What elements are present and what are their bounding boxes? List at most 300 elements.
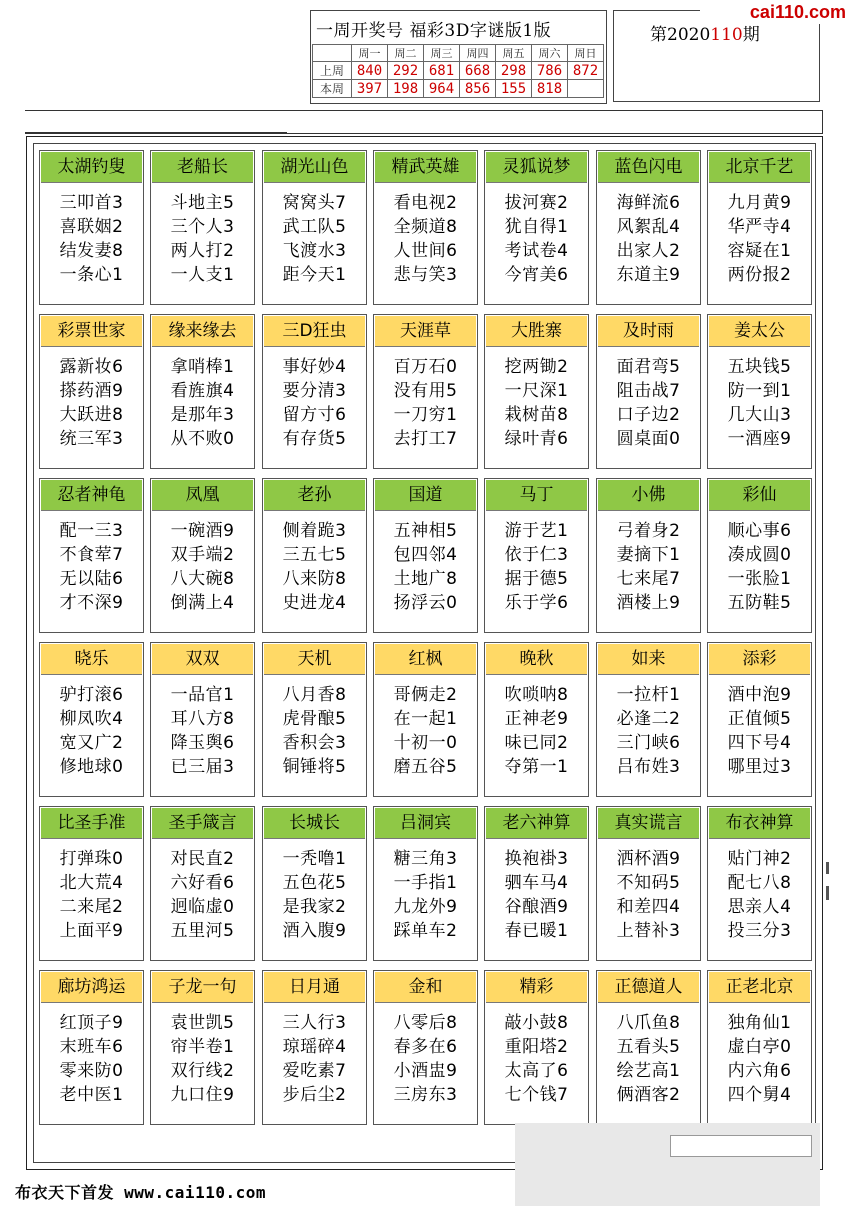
card-author: 老孙 [264,480,365,511]
riddle-line: 步后尘2 [282,1085,347,1105]
riddle-line: 上面平9 [59,921,124,941]
riddle-card [484,478,589,633]
riddle-line: 防一到1 [727,381,792,401]
riddle-line: 配七八8 [727,873,792,893]
riddle-line: 结发妻8 [59,241,124,261]
riddle-line: 双手端2 [170,545,235,565]
riddle-card [484,314,589,469]
riddle-line: 四下号4 [727,733,792,753]
riddle-card [707,150,812,305]
riddle-line: 修地球0 [59,757,124,777]
card-author: 灵狐说梦 [486,152,587,183]
card-author: 圣手箴言 [152,808,253,839]
riddle-line: 看电视2 [393,193,458,213]
row-label: 上周 [313,62,352,80]
card-riddles [40,683,143,779]
riddle-line: 酒入腹9 [282,921,347,941]
riddle-line: 搽药酒9 [59,381,124,401]
riddle-line: 容疑在1 [727,241,792,261]
riddle-line: 圆桌面0 [616,429,681,449]
card-author: 日月通 [264,972,365,1003]
riddle-line: 正神老9 [504,709,569,729]
riddle-line: 思亲人4 [727,897,792,917]
card-riddles [374,519,477,615]
riddle-line: 斗地主5 [170,193,235,213]
card-riddles [151,847,254,943]
draw-number: 298 [496,62,532,80]
riddle-line: 侧着跪3 [282,521,347,541]
riddle-line: 五里河5 [170,921,235,941]
draw-number [568,80,604,98]
card-author: 晓乐 [41,644,142,675]
riddle-card [262,642,367,797]
draw-number: 198 [388,80,424,98]
draw-number: 964 [424,80,460,98]
card-riddles [485,519,588,615]
riddle-line: 三房东3 [393,1085,458,1105]
card-riddles [597,355,700,451]
riddle-card [39,806,144,961]
riddle-line: 事好妙4 [282,357,347,377]
riddle-line: 今宵美6 [504,265,569,285]
riddle-line: 倒满上4 [170,593,235,613]
riddle-card [484,970,589,1125]
riddle-line: 铜锤将5 [282,757,347,777]
riddle-line: 看旌旗4 [170,381,235,401]
riddle-line: 顺心事6 [727,521,792,541]
riddle-line: 一张脸1 [727,569,792,589]
card-author: 双双 [152,644,253,675]
riddle-line: 留方寸6 [282,405,347,425]
card-riddles [485,683,588,779]
riddle-line: 五色花5 [282,873,347,893]
riddle-line: 五看头5 [616,1037,681,1057]
riddle-line: 降玉舆6 [170,733,235,753]
riddle-line: 七个钱7 [504,1085,569,1105]
riddle-card [373,478,478,633]
card-author: 廊坊鸿运 [41,972,142,1003]
riddle-card [707,314,812,469]
riddle-line: 百万石0 [393,357,458,377]
riddle-line: 帘半卷1 [170,1037,235,1057]
riddle-card [150,970,255,1125]
card-author: 三D狂虫 [264,316,365,347]
riddle-line: 独角仙1 [727,1013,792,1033]
riddle-line: 是那年3 [170,405,235,425]
riddle-line: 一碗酒9 [170,521,235,541]
issue-prefix: 第2020 [650,25,711,45]
riddle-card [39,478,144,633]
riddle-card [373,150,478,305]
riddle-line: 酒楼上9 [616,593,681,613]
riddle-line: 末班车6 [59,1037,124,1057]
riddle-line: 零来防0 [59,1061,124,1081]
riddle-line: 七来尾7 [616,569,681,589]
card-author: 晚秋 [486,644,587,675]
riddle-line: 凑成圆0 [727,545,792,565]
riddle-line: 武工队5 [282,217,347,237]
riddle-card [262,970,367,1125]
riddle-line: 五块钱5 [727,357,792,377]
riddle-card [150,478,255,633]
draw-number: 397 [352,80,388,98]
draw-number: 818 [532,80,568,98]
riddle-line: 驷车马4 [504,873,569,893]
riddle-line: 小酒盅9 [393,1061,458,1081]
riddle-line: 土地广8 [393,569,458,589]
card-author: 比圣手准 [41,808,142,839]
riddle-line: 上替补3 [616,921,681,941]
riddle-card [484,150,589,305]
card-author: 正老北京 [709,972,810,1003]
riddle-line: 内六角6 [727,1061,792,1081]
riddle-line: 一条心1 [59,265,124,285]
riddle-line: 三五七5 [282,545,347,565]
riddle-line: 八爪鱼8 [616,1013,681,1033]
riddle-card [39,150,144,305]
card-riddles [597,1011,700,1107]
table-row [313,62,604,80]
card-riddles [597,191,700,287]
riddle-line: 绘艺高1 [616,1061,681,1081]
riddle-line: 在一起1 [393,709,458,729]
riddle-line: 宽又广2 [59,733,124,753]
card-riddles [485,191,588,287]
card-author: 大胜寨 [486,316,587,347]
riddle-card [484,806,589,961]
riddle-line: 重阳塔2 [504,1037,569,1057]
riddle-line: 酒中泡9 [727,685,792,705]
riddle-line: 谷酿酒9 [504,897,569,917]
riddle-line: 琼瑶碎4 [282,1037,347,1057]
riddle-card [707,478,812,633]
divider-bar [25,110,823,134]
riddle-line: 一秃噜1 [282,849,347,869]
riddle-card [596,970,701,1125]
riddle-line: 八来防8 [282,569,347,589]
riddle-line: 两份报2 [727,265,792,285]
riddle-line: 俩酒客2 [616,1085,681,1105]
card-riddles [708,847,811,943]
draw-number: 155 [496,80,532,98]
day-header: 周三 [424,45,460,62]
table-row [313,80,604,98]
card-riddles [151,355,254,451]
card-author: 长城长 [264,808,365,839]
card-author: 精彩 [486,972,587,1003]
riddle-line: 敲小鼓8 [504,1013,569,1033]
riddle-line: 八月香8 [282,685,347,705]
card-riddles [374,847,477,943]
card-riddles [485,1011,588,1107]
riddle-line: 春已暖1 [504,921,569,941]
card-author: 红枫 [375,644,476,675]
card-author: 天涯草 [375,316,476,347]
riddle-line: 从不败0 [170,429,235,449]
riddle-card [150,806,255,961]
card-riddles [40,519,143,615]
riddle-line: 三人行3 [282,1013,347,1033]
riddle-line: 大跃进8 [59,405,124,425]
day-header: 周四 [460,45,496,62]
riddle-line: 窝窝头7 [282,193,347,213]
draw-number: 856 [460,80,496,98]
card-riddles [708,1011,811,1107]
riddle-line: 阻击战7 [616,381,681,401]
riddle-line: 有存货5 [282,429,347,449]
card-riddles [40,191,143,287]
riddle-card [596,642,701,797]
riddle-line: 人世间6 [393,241,458,261]
card-riddles [151,683,254,779]
riddle-card [39,314,144,469]
table-header-row [313,45,604,62]
card-riddles [597,683,700,779]
riddle-card [373,642,478,797]
riddle-line: 正值倾5 [727,709,792,729]
riddle-line: 吹唢呐8 [504,685,569,705]
card-author: 凤凰 [152,480,253,511]
riddle-line: 挖两锄2 [504,357,569,377]
riddle-line: 悲与笑3 [393,265,458,285]
riddle-line: 距今天1 [282,265,347,285]
card-author: 马丁 [486,480,587,511]
card-author: 吕洞宾 [375,808,476,839]
riddle-line: 扬浮云0 [393,593,458,613]
riddle-line: 包四邻4 [393,545,458,565]
riddle-line: 四个舅4 [727,1085,792,1105]
riddle-line: 没有用5 [393,381,458,401]
riddle-line: 口子边2 [616,405,681,425]
issue-number-highlight: 110 [710,25,743,45]
riddle-line: 老中医1 [59,1085,124,1105]
draw-number: 786 [532,62,568,80]
riddle-line: 夺第一1 [504,757,569,777]
divider-line [25,132,287,133]
riddle-line: 太高了6 [504,1061,569,1081]
riddle-line: 六好看6 [170,873,235,893]
riddle-line: 五神相5 [393,521,458,541]
riddle-card [39,642,144,797]
riddle-line: 十初一0 [393,733,458,753]
card-riddles [374,191,477,287]
riddle-line: 吕布姓3 [616,757,681,777]
riddle-card [262,314,367,469]
card-riddles [597,519,700,615]
card-riddles [151,1011,254,1107]
card-author: 缘来缘去 [152,316,253,347]
riddle-line: 贴门神2 [727,849,792,869]
riddle-line: 糖三角3 [393,849,458,869]
riddle-line: 三叩首3 [59,193,124,213]
riddle-line: 几大山3 [727,405,792,425]
riddle-line: 拔河赛2 [504,193,569,213]
day-header: 周日 [568,45,604,62]
card-author: 金和 [375,972,476,1003]
riddle-line: 犹自得1 [504,217,569,237]
riddle-line: 依于仁3 [504,545,569,565]
card-riddles [151,191,254,287]
day-header: 周五 [496,45,532,62]
riddle-line: 绿叶青6 [504,429,569,449]
riddle-line: 必逢二2 [616,709,681,729]
card-riddles [708,683,811,779]
day-header: 周一 [352,45,388,62]
riddle-line: 拿哨棒1 [170,357,235,377]
riddle-line: 弓着身2 [616,521,681,541]
card-riddles [708,191,811,287]
riddle-line: 迥临虚0 [170,897,235,917]
card-author: 老六神算 [486,808,587,839]
card-author: 天机 [264,644,365,675]
riddle-card [484,642,589,797]
card-riddles [597,847,700,943]
riddle-line: 一尺深1 [504,381,569,401]
card-author: 蓝色闪电 [598,152,699,183]
riddle-line: 换袍褂3 [504,849,569,869]
riddle-card [373,314,478,469]
riddle-card [373,970,478,1125]
card-author: 正德道人 [598,972,699,1003]
riddle-card [262,150,367,305]
riddle-line: 耳八方8 [170,709,235,729]
table-corner [313,45,352,62]
riddle-card [707,806,812,961]
riddle-line: 妻摘下1 [616,545,681,565]
card-author: 如来 [598,644,699,675]
riddle-line: 柳凤吹4 [59,709,124,729]
card-author: 小佛 [598,480,699,511]
card-riddles [374,1011,477,1107]
draw-number: 668 [460,62,496,80]
riddle-line: 磨五谷5 [393,757,458,777]
riddle-line: 一刀穷1 [393,405,458,425]
riddle-card [39,970,144,1125]
card-riddles [263,683,366,779]
riddle-line: 全频道8 [393,217,458,237]
card-riddles [485,355,588,451]
riddle-line: 统三军3 [59,429,124,449]
draw-number: 681 [424,62,460,80]
side-mark [826,862,829,874]
card-riddles [151,519,254,615]
riddle-line: 是我家2 [282,897,347,917]
riddle-card [150,150,255,305]
riddle-card [262,806,367,961]
card-riddles [485,847,588,943]
footer-white-box [670,1135,812,1157]
card-author: 老船长 [152,152,253,183]
riddle-card [262,478,367,633]
issue-suffix: 期 [742,25,760,45]
card-riddles [263,519,366,615]
riddle-line: 哥俩走2 [393,685,458,705]
riddle-line: 栽树苗8 [504,405,569,425]
card-riddles [374,355,477,451]
riddle-line: 东道主9 [616,265,681,285]
riddle-line: 去打工7 [393,429,458,449]
card-author: 及时雨 [598,316,699,347]
riddle-line: 对民直2 [170,849,235,869]
riddle-line: 才不深9 [59,593,124,613]
riddle-line: 和差四4 [616,897,681,917]
card-riddles [708,355,811,451]
riddle-line: 袁世凯5 [170,1013,235,1033]
riddle-line: 一品官1 [170,685,235,705]
riddle-line: 一拉杆1 [616,685,681,705]
riddle-line: 洒杯酒9 [616,849,681,869]
riddle-line: 八大碗8 [170,569,235,589]
riddle-card [707,642,812,797]
riddle-line: 不知码5 [616,873,681,893]
card-riddles [40,355,143,451]
card-author: 国道 [375,480,476,511]
card-author: 精武英雄 [375,152,476,183]
riddle-line: 哪里过3 [727,757,792,777]
riddle-line: 打弹珠0 [59,849,124,869]
card-author: 姜太公 [709,316,810,347]
riddle-line: 乐于学6 [504,593,569,613]
riddle-line: 虚白亭0 [727,1037,792,1057]
riddle-line: 踩单车2 [393,921,458,941]
card-author: 彩仙 [709,480,810,511]
riddle-line: 出家人2 [616,241,681,261]
riddle-line: 华严寺4 [727,217,792,237]
riddle-line: 投三分3 [727,921,792,941]
footer-credit: 布衣天下首发 www.cai110.com [15,1183,266,1202]
riddle-line: 味已同2 [504,733,569,753]
riddle-line: 九月黄9 [727,193,792,213]
riddle-line: 北大荒4 [59,873,124,893]
card-riddles [374,683,477,779]
draw-number: 292 [388,62,424,80]
card-riddles [263,355,366,451]
riddle-line: 考试卷4 [504,241,569,261]
card-riddles [708,519,811,615]
riddle-line: 九口住9 [170,1085,235,1105]
card-riddles [263,1011,366,1107]
riddle-card [150,642,255,797]
riddle-line: 两人打2 [170,241,235,261]
riddle-line: 喜联姻2 [59,217,124,237]
card-author: 子龙一句 [152,972,253,1003]
side-mark [826,886,829,900]
riddle-line: 春多在6 [393,1037,458,1057]
card-riddles [263,191,366,287]
riddle-line: 史进龙4 [282,593,347,613]
riddle-line: 八零后8 [393,1013,458,1033]
riddle-line: 面君弯5 [616,357,681,377]
riddle-line: 游于艺1 [504,521,569,541]
riddle-line: 香积会3 [282,733,347,753]
riddle-line: 配一三3 [59,521,124,541]
card-author: 布衣神算 [709,808,810,839]
site-logo: cai110.com [700,0,850,24]
riddle-line: 要分清3 [282,381,347,401]
riddle-line: 红顶子9 [59,1013,124,1033]
riddle-line: 五防鞋5 [727,593,792,613]
riddle-line: 虎骨酿5 [282,709,347,729]
riddle-line: 二来尾2 [59,897,124,917]
riddle-card [150,314,255,469]
row-label: 本周 [313,80,352,98]
riddle-card [707,970,812,1125]
riddle-line: 已三届3 [170,757,235,777]
page-title: 一周开奖号 福彩3D字谜版1版 [316,21,552,41]
riddle-line: 风絮乱4 [616,217,681,237]
card-author: 北京千艺 [709,152,810,183]
draw-results-table [312,44,604,98]
